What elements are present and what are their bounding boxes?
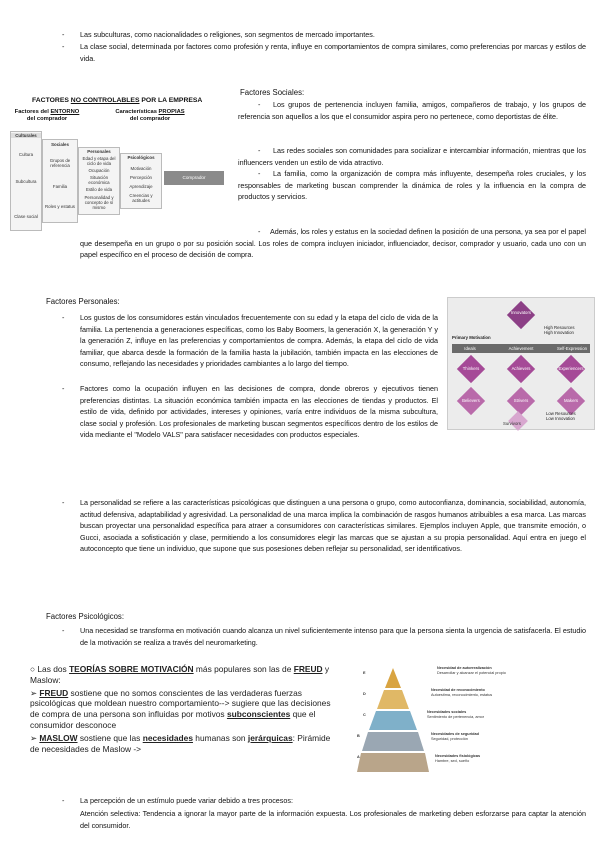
- personal-item: Situación económica: [88, 175, 110, 186]
- bullet-dash: -: [62, 30, 65, 39]
- personal-item: Edad y etapa del ciclo de vida: [82, 156, 116, 167]
- vals-makers: Makers: [563, 398, 579, 403]
- psych-heading: Factores Psicológicos:: [46, 612, 124, 621]
- buyer-box: Comprador: [164, 171, 224, 185]
- vals-believers: Believers: [462, 398, 480, 403]
- social-bullet-4: Además, los roles y estatus en la sociedad definen la posición de una persona, ya sea por el papel que desempeña en un grupo o por su posición social. Los roles de compra incluyen iniciador, influenciador, decisor, comprador y usuario, cada uno con un papel específico en el proceso de decisión de compra.: [80, 227, 586, 260]
- bullet-dash: -: [62, 626, 65, 635]
- bullet-dash: -: [258, 100, 261, 109]
- psychological-item: Motivación: [130, 166, 152, 171]
- vals-primary-motivation: Primary Motivation: [452, 335, 491, 340]
- social-item: Familia: [52, 184, 68, 189]
- arrow-bullet-icon: ➢: [30, 732, 38, 743]
- personal-bullet-3: La personalidad se refiere a las características psicológicas que distinguen a una persona o grupo, como autoconfianza, dominancia, sociabilidad, autonomía, actitud defensiva, adaptabilidad y agresividad. La personalidad de una marca implica la combinación de rasgos humanos atribuibles a esa marca. Las marcas buscan proyectar una personalidad específica para atraer a consumidores con características similares. Ejemplos incluyen Apple, que transmite emoción, o Gucci, asociada a sofisticación y clase, permitiendo a los consumidores elegir las marcas que se ajustan a su propia personalidad. Aquí entra en juego el autoconcepto que tiene un individuo, que supone que sus posesiones deben reflejar su personalidad, ser identificativos.: [80, 498, 586, 554]
- circle-bullet-icon: ○: [30, 664, 36, 674]
- level-letter: A: [357, 755, 360, 759]
- theory-freud: ➢ FREUD sostiene que no somos conscientes de las verdaderas fuerzas psicológicas que moldean nuestro comportamiento--> sugiere que las decisiones de compra de una persona son influidas por motivos subconscientes que el consumidor desconoce: [30, 687, 331, 730]
- arrow-bullet-icon: ➢: [30, 687, 38, 698]
- pyramid-level-b: [362, 732, 424, 751]
- maslow-pyramid: [357, 660, 587, 778]
- social-bullet-2: Las redes sociales son comunidades para socializar e intercambiar información, mientras que los influencers venden un estilo de vida atractivo.: [238, 146, 586, 167]
- vals-self-expression: Self-Expression: [556, 346, 588, 351]
- vals-survivors: Survivors: [503, 421, 521, 426]
- cultural-box: [10, 131, 42, 231]
- level-letter: B: [357, 734, 360, 738]
- bullet-dash: -: [62, 313, 65, 322]
- personal-box: [78, 147, 120, 215]
- psychological-item: Creencias y actitudes: [129, 193, 153, 204]
- personal-heading: Factores Personales:: [46, 297, 120, 306]
- vals-achievement: Achievement: [508, 346, 534, 351]
- environment-header: Factores del ENTORNO del comprador: [14, 109, 80, 122]
- bullet-dash: -: [258, 227, 261, 236]
- theory-maslow: ➢ MASLOW sostiene que las necesidades humanas son jerárquicas: Pirámide de necesidades de Maslow ->: [30, 732, 331, 754]
- bullet-dash: -: [258, 169, 261, 178]
- pyramid-level-e: [385, 668, 401, 688]
- pyramid-level-c: [369, 711, 417, 730]
- bullet-dash: -: [258, 146, 261, 155]
- selective-attention-text: Atención selectiva: Tendencia a ignorar la mayor parte de la información expuesta. Los profesionales de marketing deben esforzarse para captar la atención del consumidor.: [80, 809, 586, 830]
- psychological-header: Psicológicos: [127, 155, 155, 160]
- personal-bullet-1: Los gustos de los consumidores están vinculados frecuentemente con su edad y la etapa del ciclo de vida de la familia. La pertenencia a generaciones específicas, como los Baby Boomers, la generación X, la generación Y y la generación Z, influye en las preferencias y comportamientos de compra. Además, la etapa del ciclo de vida familiar, que abarca desde la formación de la familia hasta la jubilación, también impacta en las elecciones de consumo, reflejando las necesidades y prioridades cambiantes a lo largo del tiempo.: [80, 313, 438, 369]
- cultural-item: Subcultura: [15, 179, 37, 184]
- intro-bullet-2: La clase social, determinada por factores como profesión y renta, influye en comportamientos de compra similares, como preferencias por marcas y estilos de vida.: [80, 42, 586, 63]
- social-bullet-1: Los grupos de pertenencia incluyen familia, amigos, compañeros de trabajo, y los grupos de referencia son aquellos a los que el consumidor aspira pero no pertenece, como deportistas de élite.: [238, 100, 586, 121]
- vals-diamond: [507, 301, 535, 329]
- perception-bullet: La percepción de un estímulo puede variar debido a tres procesos:: [80, 796, 293, 805]
- personal-item: Ocupación: [88, 168, 110, 173]
- psychological-item: Percepción: [130, 175, 152, 180]
- bullet-dash: -: [62, 498, 65, 507]
- vals-strivers: Strivers: [513, 398, 529, 403]
- personal-item: Estilo de vida: [85, 187, 113, 192]
- vals-achievers: Achievers: [511, 366, 531, 371]
- psychological-box: [120, 153, 162, 209]
- psych-bullet-1: Una necesidad se transforma en motivación cuando alcanza un nivel suficientemente intenso para que la persona sienta la urgencia de satisfacerla. El estudio de la motivación se realiza a través del neuromarketing.: [80, 626, 586, 647]
- pyramid-level-d: [377, 690, 409, 709]
- cultural-item: Clase social: [14, 214, 38, 219]
- level-letter: D: [363, 692, 366, 696]
- pyramid-label: Necesidades sociales Sentimiento de pertenencia, amor: [427, 710, 484, 719]
- level-letter: C: [363, 713, 366, 717]
- cultural-header: Culturales: [11, 133, 41, 138]
- vals-thinkers: Thinkers: [462, 366, 480, 371]
- theory-intro: ○ Las dos TEORÍAS SOBRE MOTIVACIÓN más populares son las de FREUD y Maslow:: [30, 664, 330, 685]
- pyramid-label: Necesidades de seguridad Seguridad, protección: [431, 732, 479, 741]
- pyramid-label: Necesidades fisiológicas Hambre, sed, sueño: [435, 754, 481, 763]
- social-item: Roles y estatus: [44, 204, 76, 209]
- pyramid-label: Necesidad de autorrealización Desarrollar y alcanzar el potencial propio: [437, 666, 506, 675]
- motivation-theories: [30, 664, 335, 754]
- personal-item: Personalidad y concepto de sí mismo: [84, 195, 114, 211]
- social-item: Grupos de referencia: [49, 158, 71, 169]
- cultural-item: Cultura: [18, 152, 34, 157]
- personal-bullet-2: Factores como la ocupación influyen en las decisiones de compra, donde obreros y ejecutivos tienen preferencias distintas. La situación económica también impacta en las elecciones de tiendas y productos. El estilo de vida, definido por actividades, intereses y opiniones, varía entre individuos de la misma subcultura, clase social y profesión. Los profesionales de marketing buscan segmentos específicos dentro de los estilos de vida mediante el "Modelo VALS" para satisfacer necesidades con productos especiales.: [80, 384, 438, 440]
- bullet-dash: -: [62, 42, 65, 51]
- intro-bullet-1: Las subculturas, como nacionalidades o religiones, son segmentos de mercado importantes.: [80, 30, 375, 39]
- factors-diagram: [8, 97, 233, 235]
- social-header: Sociales: [51, 142, 69, 147]
- pyramid-graphic: [357, 666, 429, 774]
- vals-experiencers: Experiencers: [558, 366, 584, 371]
- psychological-item: Aprendizaje: [129, 184, 153, 189]
- level-letter: E: [363, 671, 366, 675]
- bullet-dash: -: [62, 384, 65, 393]
- social-bullet-3: La familia, como la organización de compra más influyente, desempeña roles cruciales, y los responsables de marketing buscan comprender la dinámica de roles y la influencia en la compra de productos y servicios.: [238, 169, 586, 202]
- vals-model-diagram: [447, 297, 595, 430]
- vals-ideals: Ideals: [464, 346, 476, 351]
- vals-low-resources: Low Resources Low Innovation: [546, 411, 576, 421]
- social-heading: Factores Sociales:: [240, 88, 305, 97]
- vals-high-resources: High Resources High Innovation: [544, 325, 575, 335]
- personal-header: Personales: [87, 149, 111, 154]
- factors-diagram-title: FACTORES NO CONTROLABLES POR LA EMPRESA: [32, 97, 203, 104]
- pyramid-label: Necesidad de reconocimiento Autoestima, reconocimiento, estatus: [431, 688, 493, 697]
- social-box: [42, 139, 78, 223]
- bullet-dash: -: [62, 796, 65, 805]
- pyramid-level-a: [357, 753, 429, 772]
- own-characteristics-header: Características PROPIAS del comprador: [115, 109, 185, 122]
- vals-innovators: Innovators: [510, 310, 532, 315]
